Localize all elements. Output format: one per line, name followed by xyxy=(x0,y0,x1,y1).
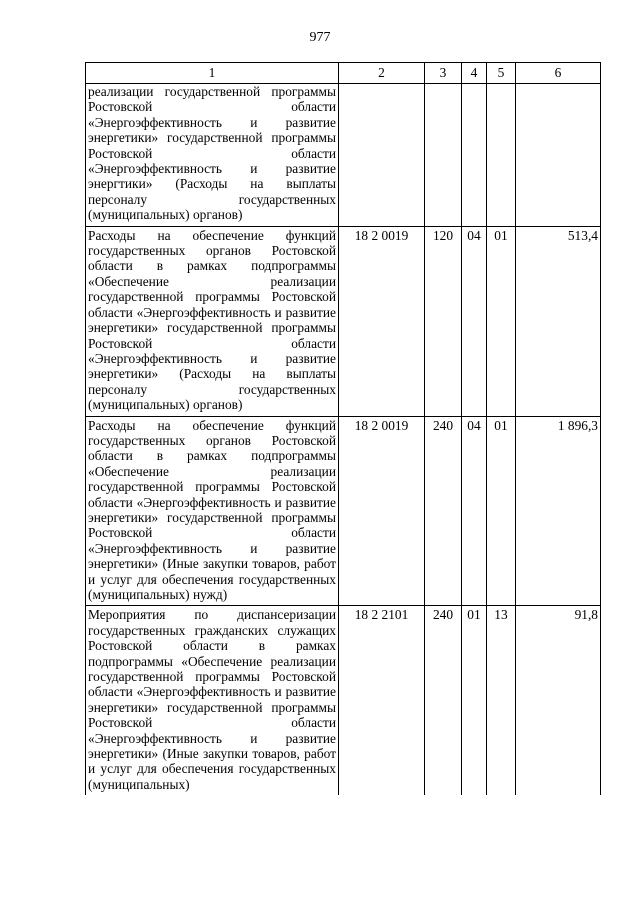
row-expense-type: 240 xyxy=(425,606,462,795)
row-amount: 1 896,3 xyxy=(516,416,601,606)
column-header-1: 1 xyxy=(86,63,339,84)
row-description: Расходы на обеспечение функций государственных органов Ростовской области в рамках подпрограммы «Обеспечение реализации государственной программы Ростовской области «Энергоэффективность и развитие энергетики» государственной программы Ростовской области «Энергоэффективность и развитие энергетики» (Расходы на выплаты персоналу государственных (муниципальных) органов) xyxy=(86,226,339,416)
row-target-code: 18 2 0019 xyxy=(339,416,425,606)
row-description: реализации государственной программы Ростовской области «Энергоэффективность и развитие энергетики» государственной программы Ростовской области «Энергоэффективность и развитие энергтики» (Расходы на выплаты персоналу государственных (муниципальных) органов) xyxy=(86,84,339,227)
column-header-5: 5 xyxy=(487,63,516,84)
budget-table xyxy=(85,62,601,795)
column-header-2: 2 xyxy=(339,63,425,84)
row-description: Расходы на обеспечение функций государственных органов Ростовской области в рамках подпрограммы «Обеспечение реализации государственной программы Ростовской области «Энергоэффективность и развитие энергетики» государственной программы Ростовской области «Энергоэффективность и развитие энергетики» (Иные закупки товаров, работ и услуг для обеспечения государственных (муниципальных) нужд) xyxy=(86,416,339,606)
table-row xyxy=(86,84,601,227)
table-header-row xyxy=(86,63,601,84)
row-section: 01 xyxy=(462,606,487,795)
row-amount xyxy=(516,84,601,227)
column-header-4: 4 xyxy=(462,63,487,84)
row-expense-type xyxy=(425,84,462,227)
row-expense-type: 240 xyxy=(425,416,462,606)
column-header-6: 6 xyxy=(516,63,601,84)
row-description: Мероприятия по диспансеризации государственных гражданских служащих Ростовской области в рамках подпрограммы «Обеспечение реализации государственной программы Ростовской области «Энергоэффективность и развитие энергетики» государственной программы Ростовской области «Энергоэффективность и развитие энергетики» (Иные закупки товаров, работ и услуг для обеспечения государственных (муниципальных) xyxy=(86,606,339,795)
row-subsection xyxy=(487,84,516,227)
row-subsection: 01 xyxy=(487,226,516,416)
row-subsection: 01 xyxy=(487,416,516,606)
row-section: 04 xyxy=(462,416,487,606)
row-target-code xyxy=(339,84,425,227)
row-expense-type: 120 xyxy=(425,226,462,416)
page-number: 977 xyxy=(309,30,331,45)
table-row xyxy=(86,416,601,606)
table-row xyxy=(86,606,601,795)
row-target-code: 18 2 0019 xyxy=(339,226,425,416)
row-subsection: 13 xyxy=(487,606,516,795)
row-amount: 91,8 xyxy=(516,606,601,795)
row-target-code: 18 2 2101 xyxy=(339,606,425,795)
column-header-3: 3 xyxy=(425,63,462,84)
table-row xyxy=(86,226,601,416)
row-section xyxy=(462,84,487,227)
row-amount: 513,4 xyxy=(516,226,601,416)
row-section: 04 xyxy=(462,226,487,416)
